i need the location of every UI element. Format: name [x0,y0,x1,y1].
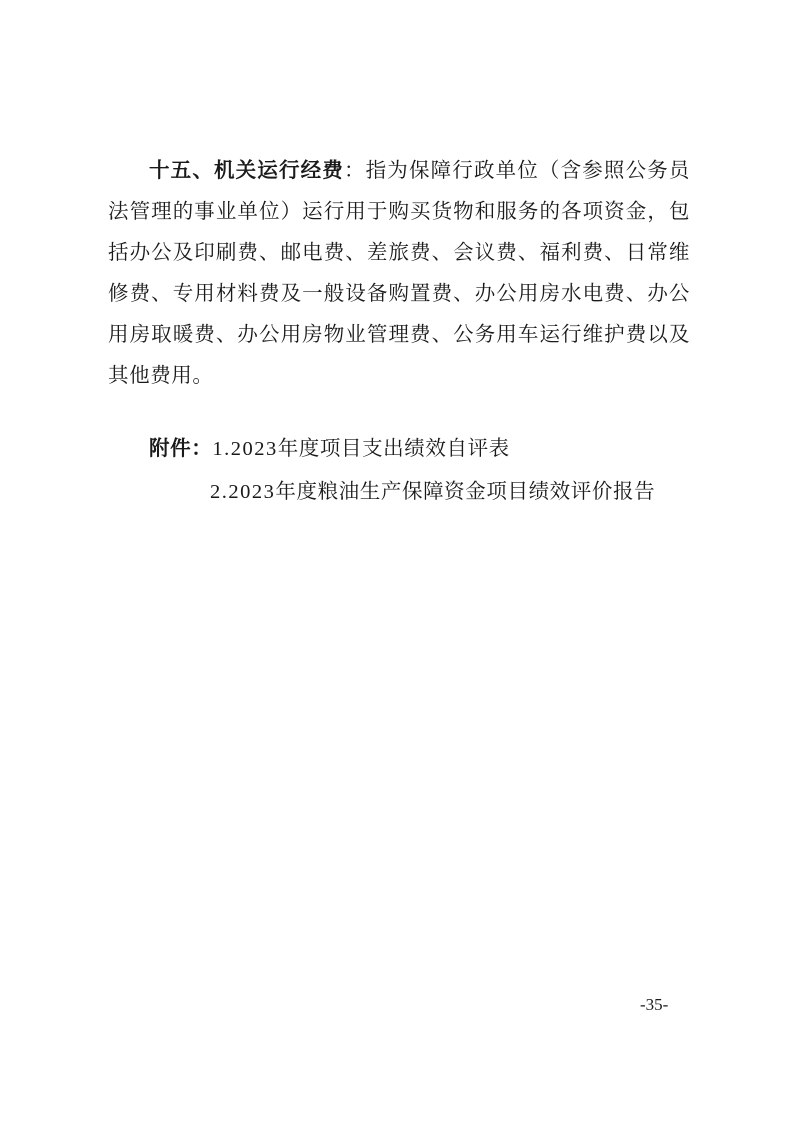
attachment-number: 2.2023 [210,481,276,503]
term-separator: ： [343,158,366,182]
attachment-title: 年度粮油生产保障资金项目绩效评价报告 [275,479,656,503]
definition-paragraph [108,150,690,396]
attachment-label: 附件： [149,436,213,460]
attachment-number: 1.2023 [212,438,278,460]
section-term: 十五、机关运行经费 [149,158,344,182]
attachment-item-2 [210,476,655,507]
definition-text: 指为保障行政单位（含参照公务员法管理的事业单位）运行用于购买货物和服务的各项资金，包括办公及印刷费、邮电费、差旅费、会议费、福利费、日常维修费、专用材料费及一般设备购置费、办公用房水电费、办公用房取暖费、办公用房物业管理费、公务用车运行维护费以及其他费用。 [108,158,691,387]
attachment-item-1 [149,433,510,464]
attachment-title: 年度项目支出绩效自评表 [277,436,510,460]
page-number: -35- [640,995,669,1014]
